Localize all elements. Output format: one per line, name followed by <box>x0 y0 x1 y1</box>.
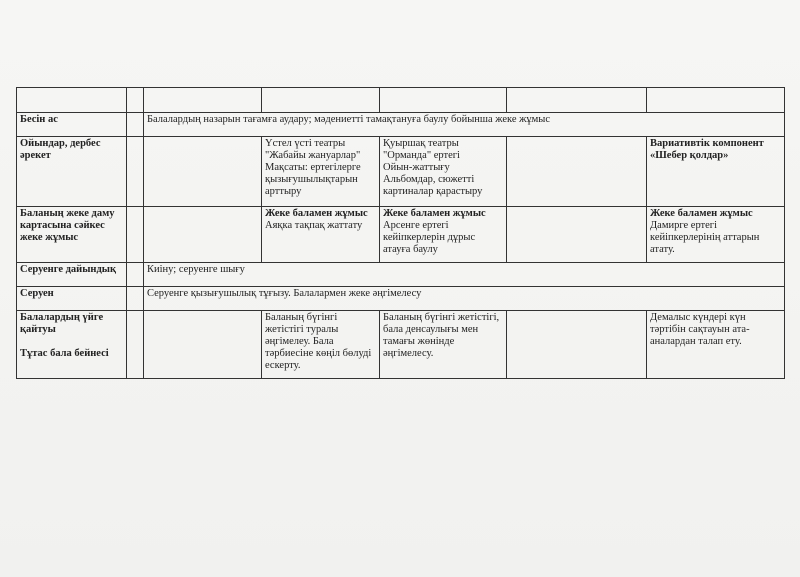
row-serwenge <box>17 263 785 287</box>
row-besin-as <box>17 113 785 137</box>
header-cell <box>127 88 144 113</box>
text-line: Қуыршақ театры <box>383 138 459 149</box>
empty-cell <box>144 137 262 207</box>
text-line: Мақсаты: ертегілерге <box>265 162 361 173</box>
cell-title: Жеке баламен жұмыс <box>383 208 486 219</box>
header-cell <box>507 88 647 113</box>
row-label-tutas-bala: Тұтас бала бейнесі <box>20 348 109 359</box>
empty-cell <box>507 137 647 207</box>
oyindar-tuesday-cell <box>262 137 380 207</box>
row-label-uyge-qaytuy <box>17 311 127 379</box>
row-jeke-jumys <box>17 207 785 263</box>
empty-cell <box>127 207 144 263</box>
empty-cell <box>144 311 262 379</box>
row-label-uyge: Балалардың үйге қайтуы <box>20 312 104 335</box>
row-label-serwen: Серуен <box>17 287 127 311</box>
besin-as-text: Балалардың назарын тағамға аудару; мәдениетті тамақтануға баулу бойынша жеке жұмыс <box>144 113 785 137</box>
cell-title: Жеке баламен жұмыс <box>265 208 368 219</box>
text-line: картиналар қарастыру <box>383 186 483 197</box>
spacer <box>20 336 123 348</box>
text-line: Альбомдар, сюжетті <box>383 174 475 185</box>
text-line: арттыру <box>265 186 302 197</box>
text-line: қызығушылықтарын <box>265 174 358 185</box>
text-line: "Жабайы жануарлар" <box>265 150 361 161</box>
table-header-row <box>17 88 785 113</box>
serwenge-text: Киіну; серуенге шығу <box>144 263 785 287</box>
serwen-text: Серуенге қызығушылық тұғызу. Балалармен жеке әңгімелесу <box>144 287 785 311</box>
oyindar-friday-cell: Вариативтік компонент «Шебер қолдар» <box>647 137 785 207</box>
uyge-wednesday-cell: Баланың бүгінгі жетістігі, бала денсаулығы мен тамағы жөнінде әңгімелесу. <box>380 311 507 379</box>
empty-cell <box>127 311 144 379</box>
cell-text: Арсенге ертегі кейіпкерлерін дұрыс атауға баулу <box>383 220 476 255</box>
cell-title: Жеке баламен жұмыс <box>650 208 753 219</box>
header-cell <box>647 88 785 113</box>
empty-cell <box>127 287 144 311</box>
uyge-tuesday-cell: Баланың бүгінгі жетістігі туралы әңгімелеу. Бала тәрбиесіне көңіл бөлуді ескерту. <box>262 311 380 379</box>
text-line: Ойын-жаттығу <box>383 162 450 173</box>
cell-text: Дамирге ертегі кейіпкерлерінің аттарын атату. <box>650 220 760 255</box>
jeke-friday-cell <box>647 207 785 263</box>
uyge-friday-cell: Демалыс күндері күн тәртібін сақтауын ата-аналардан талап ету. <box>647 311 785 379</box>
header-cell <box>17 88 127 113</box>
row-oyindar <box>17 137 785 207</box>
row-label-jeke-jumys: Баланың жеке даму картасына сәйкес жеке жұмыс <box>17 207 127 263</box>
empty-cell <box>127 263 144 287</box>
text-line: Үстел үсті театры <box>265 138 346 149</box>
oyindar-wednesday-cell <box>380 137 507 207</box>
header-cell <box>262 88 380 113</box>
row-label-oyindar: Ойындар, дербес әрекет <box>17 137 127 207</box>
row-serwen <box>17 287 785 311</box>
empty-cell <box>127 113 144 137</box>
jeke-tuesday-cell <box>262 207 380 263</box>
empty-cell <box>127 137 144 207</box>
row-label-besin-as: Бесін ас <box>17 113 127 137</box>
empty-cell <box>507 207 647 263</box>
row-label-serwenge: Серуенге дайындық <box>17 263 127 287</box>
daily-plan-table <box>16 87 785 379</box>
text-line: "Орманда" ертегі <box>383 150 460 161</box>
jeke-wednesday-cell <box>380 207 507 263</box>
empty-cell <box>507 311 647 379</box>
empty-cell <box>144 207 262 263</box>
cell-text: Аяқка тақпақ жаттату <box>265 220 363 231</box>
header-cell <box>380 88 507 113</box>
row-uyge-qaytuy <box>17 311 785 379</box>
header-cell <box>144 88 262 113</box>
